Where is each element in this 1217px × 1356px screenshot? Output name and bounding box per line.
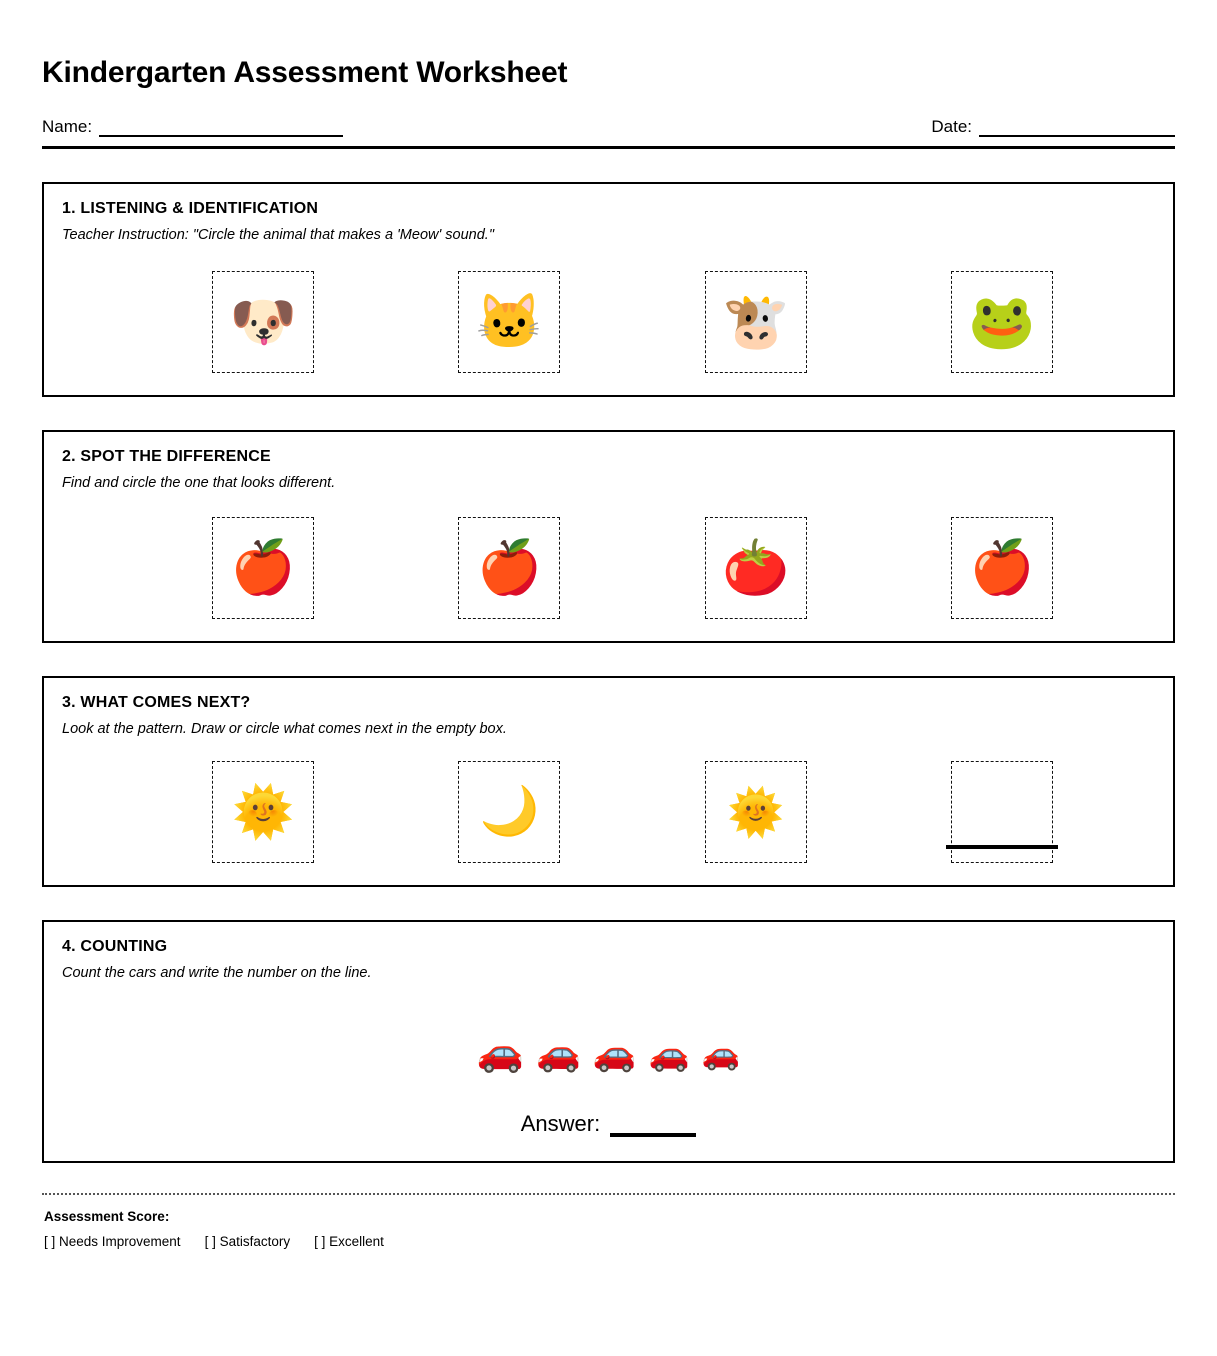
name-field[interactable] <box>42 117 343 137</box>
pattern-box-sun-1[interactable] <box>212 761 314 863</box>
pattern-cell <box>140 761 386 863</box>
answer-label: Answer: <box>520 1111 601 1136</box>
answer-choice-cell <box>140 517 386 619</box>
answer-choice-row <box>62 517 1155 623</box>
answer-choice-row <box>62 271 1155 377</box>
automobile-emoji: 🚗 <box>701 1035 741 1071</box>
section-title: 1. LISTENING & IDENTIFICATION <box>62 200 319 217</box>
date-field[interactable] <box>931 117 1175 137</box>
choice-box-frog[interactable] <box>951 271 1053 373</box>
header-divider <box>42 146 1175 149</box>
name-label: Name: <box>42 117 93 136</box>
choice-box-apple-1[interactable] <box>212 517 314 619</box>
pattern-cell <box>633 761 879 863</box>
pattern-box-moon[interactable] <box>458 761 560 863</box>
section-title: 2. SPOT THE DIFFERENCE <box>62 448 271 465</box>
crescent-moon-emoji: 🌙 <box>479 785 540 838</box>
car-count-row <box>62 1021 1155 1085</box>
pattern-answer-line[interactable] <box>946 845 1058 849</box>
frog-face-emoji: 🐸 <box>968 292 1036 352</box>
score-option-excellent[interactable]: [ ] Excellent <box>314 1234 384 1249</box>
pattern-row <box>62 761 1155 867</box>
section-instruction: Count the cars and write the number on the line. <box>62 965 372 981</box>
section-spot-the-difference <box>42 430 1175 643</box>
dog-face-emoji: 🐶 <box>229 292 297 352</box>
section-instruction: Look at the pattern. Draw or circle what comes next in the empty box. <box>62 721 507 737</box>
section-title: 3. WHAT COMES NEXT? <box>62 694 251 711</box>
page-title: Kindergarten Assessment Worksheet <box>42 56 568 89</box>
answer-row <box>62 1111 1155 1143</box>
choice-box-dog[interactable] <box>212 271 314 373</box>
automobile-emoji: 🚗 <box>648 1034 690 1072</box>
pattern-box-sun-2[interactable] <box>705 761 807 863</box>
name-input-line[interactable] <box>99 121 343 137</box>
answer-choice-cell <box>633 271 879 373</box>
answer-input-line[interactable] <box>610 1117 696 1137</box>
red-apple-emoji: 🍎 <box>969 539 1035 597</box>
automobile-emoji: 🚗 <box>476 1032 525 1074</box>
section-counting <box>42 920 1175 1163</box>
pattern-box-empty[interactable] <box>951 761 1053 863</box>
section-instruction: Teacher Instruction: "Circle the animal that makes a 'Meow' sound." <box>62 227 494 243</box>
choice-box-tomato[interactable] <box>705 517 807 619</box>
section-instruction: Find and circle the one that looks different. <box>62 475 336 491</box>
section-listening-identification <box>42 182 1175 397</box>
choice-box-cow[interactable] <box>705 271 807 373</box>
cow-face-emoji: 🐮 <box>722 292 790 352</box>
sun-with-face-emoji: 🌞 <box>231 784 295 840</box>
sun-with-face-emoji: 🌞 <box>726 786 785 838</box>
answer-choice-cell <box>633 517 879 619</box>
section-title: 4. COUNTING <box>62 938 168 955</box>
pattern-cell <box>879 761 1125 863</box>
automobile-emoji: 🚗 <box>536 1032 581 1073</box>
answer-choice-cell <box>386 517 632 619</box>
pattern-cell <box>386 761 632 863</box>
choice-box-apple-3[interactable] <box>951 517 1053 619</box>
answer-choice-cell <box>140 271 386 373</box>
date-label: Date: <box>931 117 972 136</box>
cat-face-emoji: 🐱 <box>475 292 543 352</box>
tomato-emoji: 🍅 <box>722 538 790 598</box>
answer-choice-cell <box>879 271 1125 373</box>
identity-row <box>42 117 1175 146</box>
assessment-score-footer <box>42 1193 1175 1249</box>
assessment-score-label: Assessment Score: <box>44 1209 170 1224</box>
red-apple-emoji: 🍎 <box>230 539 296 597</box>
choice-box-cat[interactable] <box>458 271 560 373</box>
date-input-line[interactable] <box>979 121 1175 137</box>
assessment-score-options <box>44 1234 1175 1249</box>
score-option-satisfactory[interactable]: [ ] Satisfactory <box>204 1234 291 1249</box>
score-option-needs-improvement[interactable]: [ ] Needs Improvement <box>44 1234 181 1249</box>
answer-choice-cell <box>386 271 632 373</box>
automobile-emoji: 🚗 <box>592 1033 637 1073</box>
answer-choice-cell <box>879 517 1125 619</box>
choice-box-apple-2[interactable] <box>458 517 560 619</box>
red-apple-emoji: 🍎 <box>477 539 542 597</box>
section-what-comes-next <box>42 676 1175 887</box>
